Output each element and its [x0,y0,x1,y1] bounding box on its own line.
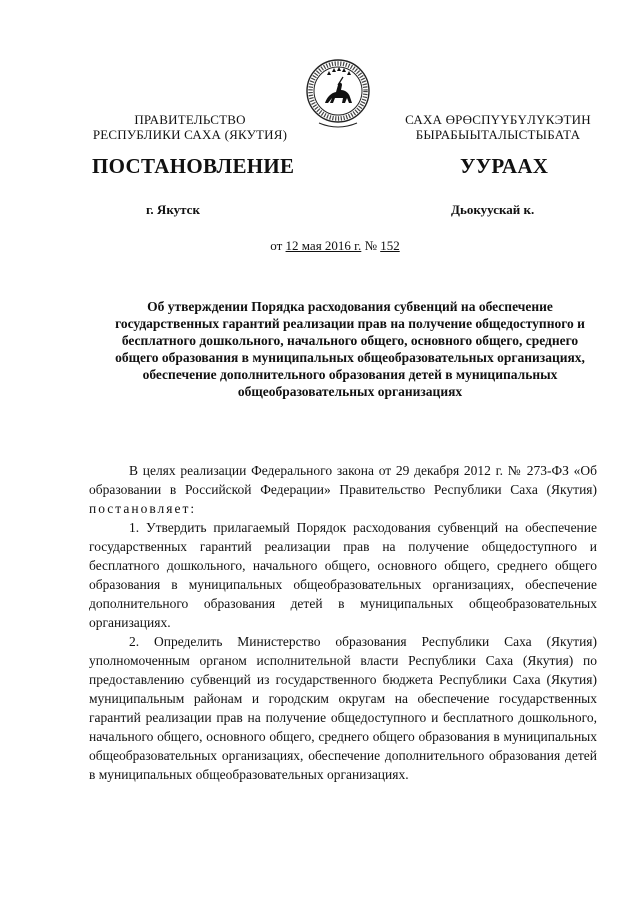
header-right [378,112,618,142]
item-1-paragraph: 1. Утвердить прилагаемый Порядок расходования субвенций на обеспечение государственных гарантий реализации прав на получение общедоступного и бесплатного дошкольного, начального общего, основного общего, среднего общего образования в муниципальных общеобразовательных организациях, обеспечение дополнительного образования детей в муниципальных общеобразовательных организациях. [89,520,597,630]
intro-resolve: постановляет: [89,501,197,516]
title-left: ПОСТАНОВЛЕНИЕ [92,154,295,178]
document-heading: Об утверждении Порядка расходования субвенций на обеспечение государственных гарантий реализации прав на получение общедоступного и бесплатного дошкольного, начального общего, основного общего, среднего общего образования в муниципальных общеобразовательных организациях, обеспечение дополнительного образования детей в муниципальных общеобразовательных организациях [115,299,585,399]
document-date: 12 мая 2016 г. [285,238,362,253]
place-left: г. Якутск [146,202,200,217]
coat-of-arms-icon [305,57,371,135]
title-right: УУРААХ [460,154,549,178]
document-body [89,461,597,784]
date-line [0,238,640,254]
header-left-line2: РЕСПУБЛИКИ САХА (ЯКУТИЯ) [92,127,288,142]
document-number: 152 [380,238,400,253]
header-left-line1: ПРАВИТЕЛЬСТВО [134,112,246,127]
header-right-line1: САХА ӨРӨСПҮҮБҮЛҮКЭТИН [405,112,591,127]
intro-paragraph [89,461,597,518]
date-prefix: от [270,238,286,253]
place-right: Дьокуускай к. [451,202,535,217]
item-2-paragraph: 2. Определить Министерство образования Республики Саха (Якутия) уполномоченным органом исполнительной власти Республики Саха (Якутия) по предоставлению субвенций из государственного бюджета Республики Саха (Якутия) муниципальным районам и городским округам на обеспечение государственных гарантий реализации прав на получение общедоступного и бесплатного дошкольного, начального общего, основного общего, среднего общего образования в муниципальных общеобразовательных организациях, обеспечение дополнительного образования детей в муниципальных общеобразовательных организациях. [89,634,597,782]
header-right-line2: БЫРАБЫЫТАЛЫСТЫБАТА [415,127,581,142]
intro-text: В целях реализации Федерального закона от 29 декабря 2012 г. № 273-ФЗ «Об образовании в Российской Федерации» Правительство Республики Саха (Якутия) [89,463,597,497]
number-sign: № [361,238,381,253]
header-left [80,112,300,142]
